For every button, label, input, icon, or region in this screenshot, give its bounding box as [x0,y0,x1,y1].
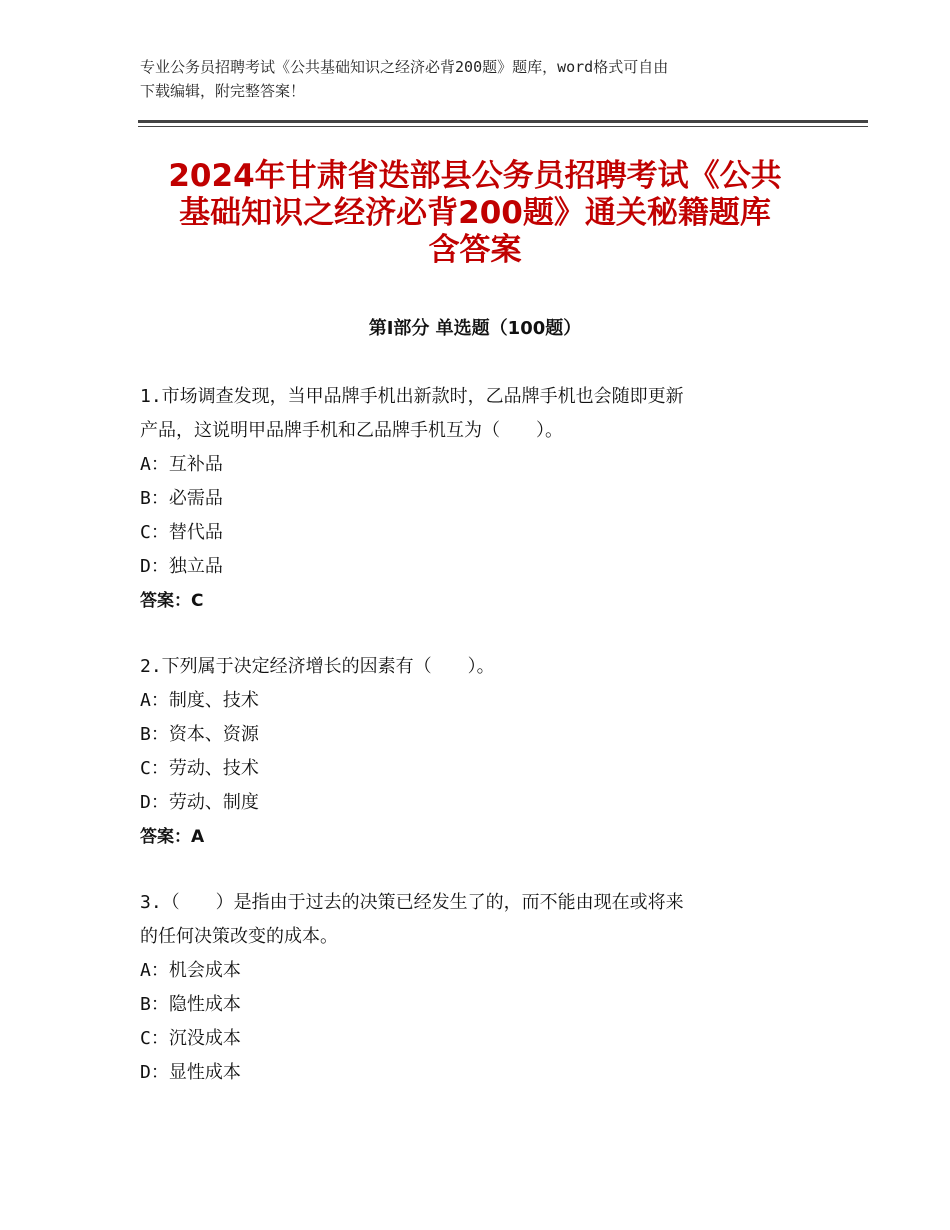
option-b: B：必需品 [140,488,223,509]
option-b: B：隐性成本 [140,994,241,1015]
question-list [140,380,830,1122]
section-heading: 第Ⅰ部分 单选题（100题） [368,318,582,339]
option-a: A：互补品 [140,454,223,475]
question-2 [140,650,830,854]
document-header [140,55,820,103]
question-stem: 3.（ ）是指由于过去的决策已经发生了的，而不能由现在或将来 [140,892,684,913]
answer: 答案：A [140,827,205,847]
title-line-2: 基础知识之经济必背200题》通关秘籍题库 [179,195,771,231]
answer: 答案：C [140,591,204,611]
question-stem-cont: 的任何决策改变的成本。 [140,926,338,947]
header-line-1: 专业公务员招聘考试《公共基础知识之经济必背200题》题库，word格式可自由 [140,58,669,76]
question-stem-cont: 产品，这说明甲品牌手机和乙品牌手机互为（ ）。 [140,420,563,441]
question-1 [140,380,830,618]
option-d: D：显性成本 [140,1062,241,1083]
option-a: A：制度、技术 [140,690,259,711]
question-stem: 2.下列属于决定经济增长的因素有（ ）。 [140,656,495,677]
title-line-1: 2024年甘肃省迭部县公务员招聘考试《公共 [168,158,782,194]
option-c: C：沉没成本 [140,1028,241,1049]
option-d: D：劳动、制度 [140,792,259,813]
question-stem: 1.市场调查发现，当甲品牌手机出新款时，乙品牌手机也会随即更新 [140,386,684,407]
option-c: C：劳动、技术 [140,758,259,779]
header-line-2: 下载编辑，附完整答案！ [140,82,306,100]
option-d: D：独立品 [140,556,223,577]
document-title [120,158,830,269]
option-a: A：机会成本 [140,960,241,981]
header-divider-thick [138,120,868,123]
option-b: B：资本、资源 [140,724,259,745]
header-divider-thin [138,126,868,127]
title-line-3: 含答案 [428,232,522,268]
option-c: C：替代品 [140,522,223,543]
question-3 [140,886,830,1090]
